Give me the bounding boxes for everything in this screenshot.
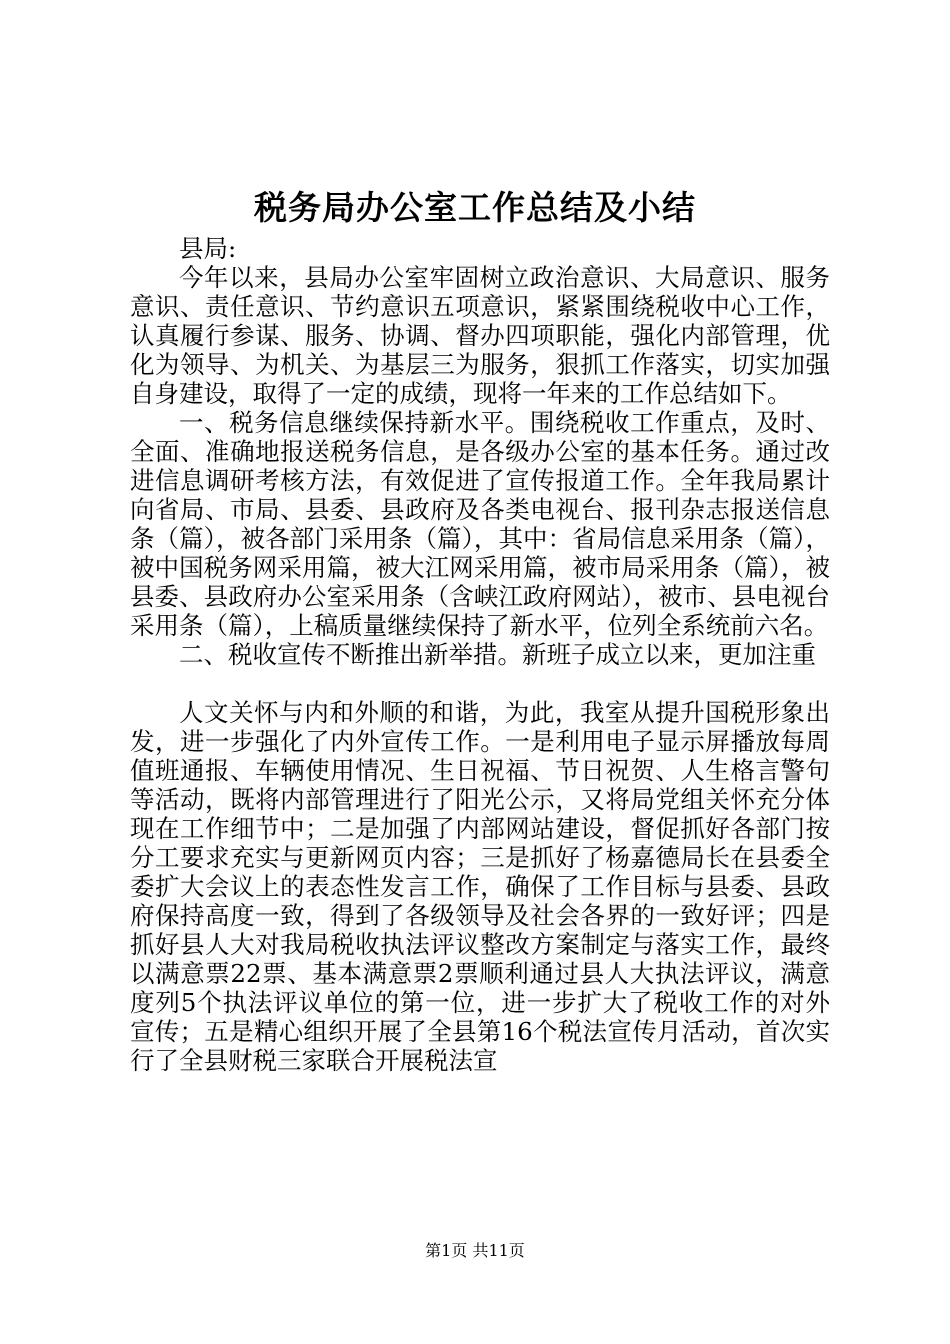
salutation-paragraph: 县局:: [179, 234, 237, 263]
paragraph-gap: [130, 669, 830, 698]
document-body: [130, 234, 830, 1075]
section-one-paragraph: 一、税务信息继续保持新水平。围绕税收工作重点，及时、全面、准确地报送税务信息，是各级办公室的基本任务。通过改进信息调研考核方法，有效促进了宣传报道工作。全年我局累计向省局、市局、县委、县政府及各类电视台、报刊杂志报送信息条（篇），被各部门采用条（篇），其中：省局信息采用条（篇），被中国税务网采用篇，被大江网采用篇，被市局采用条（篇），被县委、县政府办公室采用条（含峡江政府网站），被市、县电视台采用条（篇），上稿质量继续保持了新水平，位列全系统前六名。: [130, 408, 830, 640]
section-two-paragraph: 二、税收宣传不断推出新举措。新班子成立以来，更加注重: [179, 640, 816, 669]
page-number-footer: 第1页 共11页: [425, 1241, 525, 1260]
continuation-paragraph: 人文关怀与内和外顺的和谐，为此，我室从提升国税形象出发，进一步强化了内外宣传工作。一是利用电子显示屏播放每周值班通报、车辆使用情况、生日祝福、节日祝贺、人生格言警句等活动，既将内部管理进行了阳光公示，又将局党组关怀充分体现在工作细节中；二是加强了内部网站建设，督促抓好各部门按分工要求充实与更新网页内容；三是抓好了杨嘉德局长在县委全委扩大会议上的表态性发言工作，确保了工作目标与县委、县政府保持高度一致，得到了各级领导及社会各界的一致好评；四是抓好县人大对我局税收执法评议整改方案制定与落实工作，最终以满意票22票、基本满意票2票顺利通过县人大执法评议，满意度列5个执法评议单位的第一位，进一步扩大了税收工作的对外宣传；五是精心组织开展了全县第16个税法宣传月活动，首次实行了全县财税三家联合开展税法宣: [130, 698, 830, 1075]
document-title: 税务局办公室工作总结及小结: [254, 188, 696, 227]
intro-paragraph: 今年以来，县局办公室牢固树立政治意识、大局意识、服务意识、责任意识、节约意识五项意识，紧紧围绕税收中心工作，认真履行参谋、服务、协调、督办四项职能，强化内部管理，优化为领导、为机关、为基层三为服务，狠抓工作落实，切实加强自身建设，取得了一定的成绩，现将一年来的工作总结如下。: [130, 263, 830, 408]
